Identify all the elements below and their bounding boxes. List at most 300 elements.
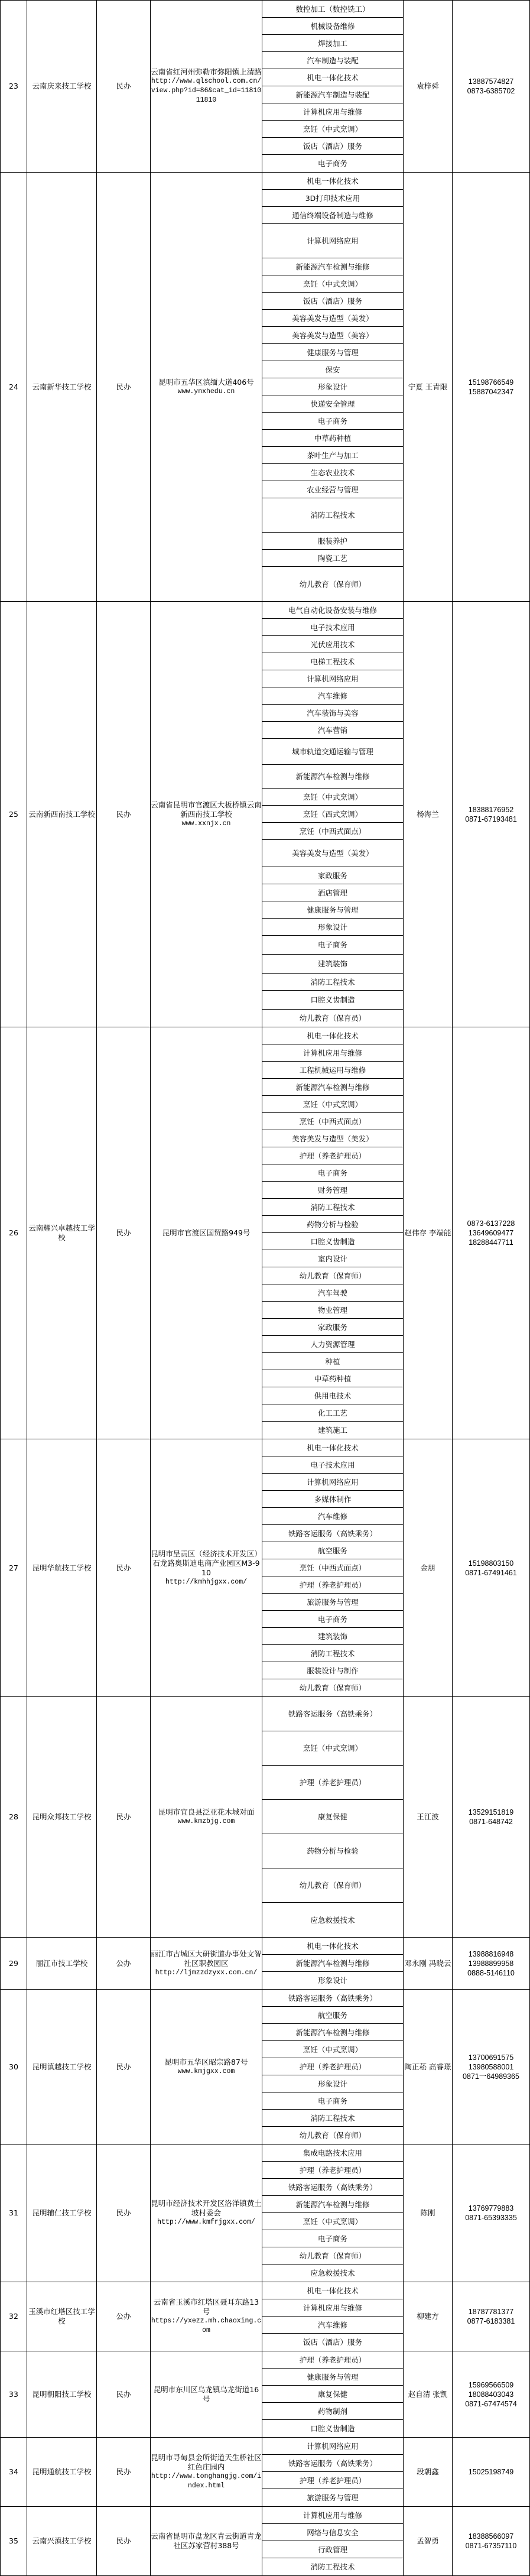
program-item: 饭店（酒店）服务	[262, 138, 403, 155]
program-list-cell	[262, 2351, 404, 2438]
program-item: 烹饪（西式烹调）	[262, 806, 403, 823]
contact-phones	[453, 1, 530, 173]
phone-number: 0871-67491461	[465, 1568, 517, 1577]
phone-number: 18388566097	[468, 2532, 514, 2541]
program-item: 口腔义齿制造	[310, 2424, 355, 2433]
school-type: 公办	[97, 2282, 151, 2351]
phone-number: 0871-648742	[469, 1818, 513, 1826]
school-name: 昆明滇越技工学校	[27, 1990, 97, 2144]
program-item: 财务管理	[262, 1182, 403, 1199]
program-item: 电气自动化设备安装与维修	[262, 602, 403, 619]
program-list-cell	[262, 1990, 404, 2144]
program-item: 铁路客运服务（高铁乘务）	[262, 2455, 403, 2472]
table-row	[1, 1439, 530, 1697]
program-item: 通信终端设备制造与维修	[262, 207, 403, 224]
table-row	[1, 1990, 530, 2144]
program-item: 机械设备维修	[262, 18, 403, 35]
program-item: 电子技术应用	[262, 1456, 403, 1474]
program-list-cell	[262, 1697, 404, 1938]
phone-number: 0873-6385702	[467, 87, 515, 95]
program-item: 集成电路技术应用	[262, 2144, 403, 2162]
program-item: 烹饪（中西式面点）	[262, 823, 403, 840]
program-item: 电子商务	[317, 159, 347, 168]
program-item: 电梯工程技术	[262, 653, 403, 670]
program-item: 行政管理	[262, 2541, 403, 2558]
program-list	[262, 2351, 403, 2437]
school-type: 公办	[97, 1938, 151, 1990]
school-address: 昆明市呈贡区（经济技术开发区）石龙路奥斯迪电商产业园区M3-910	[151, 1549, 262, 1577]
table-row	[1, 2282, 530, 2351]
program-item: 康复保健	[262, 1800, 403, 1834]
program-item: 应急救援技术	[310, 2269, 355, 2277]
program-list-cell	[262, 602, 404, 1027]
program-item: 烹饪（中式烹调）	[262, 1096, 403, 1113]
program-item: 光伏应用技术	[262, 636, 403, 653]
row-number: 24	[1, 173, 27, 602]
school-address-cell	[151, 173, 262, 602]
program-item: 消防工程技术	[262, 498, 403, 533]
program-item: 烹饪（中式烹调）	[262, 275, 403, 293]
school-website-link[interactable]: www.xxnjx.cn	[181, 819, 231, 828]
phone-number: 13988899958	[468, 1959, 514, 1968]
school-website-link[interactable]: http://kmhhjgxx.com/	[165, 1578, 248, 1586]
row-number: 30	[1, 1990, 27, 2144]
program-item: 烹饪（中式烹调）	[262, 2041, 403, 2058]
program-item: 美容美发与造型（美发）	[262, 310, 403, 327]
program-item: 电子商务	[262, 2230, 403, 2247]
program-list	[262, 1990, 403, 2144]
program-item: 汽车维修	[262, 1508, 403, 1525]
program-item: 新能源汽车制造与装配	[262, 86, 403, 103]
contact-phones	[453, 173, 530, 602]
contact-person: 宁夏 王青限	[404, 173, 453, 602]
row-number: 29	[1, 1938, 27, 1990]
program-list	[262, 2507, 403, 2575]
table-row	[1, 2507, 530, 2576]
program-item: 机电一体化技术	[262, 69, 403, 86]
school-name: 昆明朝阳技工学校	[27, 2351, 97, 2438]
school-name: 昆明辅仁技工学校	[27, 2144, 97, 2282]
program-item: 酒店管理	[262, 884, 403, 901]
program-item: 护理（养老护理员）	[262, 1766, 403, 1800]
program-item: 新能源汽车检测与维修	[262, 2196, 403, 2213]
program-item: 旅游服务与管理	[307, 2493, 359, 2502]
table-row	[1, 2144, 530, 2282]
phone-number: 13649609477	[468, 1229, 514, 1237]
contact-phones	[453, 2507, 530, 2576]
program-item: 形象设计	[317, 1976, 347, 1985]
school-type: 民办	[97, 2351, 151, 2438]
program-item: 新能源汽车检测与维修	[262, 258, 403, 275]
program-item: 建筑施工	[317, 1426, 347, 1435]
school-address-cell	[151, 1, 262, 173]
contact-person: 陶正菘 高睿璟	[404, 1990, 453, 2144]
program-item: 城市轨道交通运输与管理	[262, 739, 403, 765]
phone-number: 13988816948	[468, 1949, 514, 1958]
table-row	[1, 1697, 530, 1938]
program-item: 供用电技术	[262, 1387, 403, 1404]
program-item: 汽车制造与装配	[262, 52, 403, 69]
phone-number: 15198803150	[468, 1559, 514, 1568]
phone-number: 0871-67357110	[465, 2542, 517, 2550]
program-item: 建筑装饰	[262, 1628, 403, 1645]
program-item: 计算机网络应用	[262, 224, 403, 258]
school-address: 昆明市寻甸县金所街道天生桥社区红色庄园内	[151, 2453, 262, 2471]
program-list-cell	[262, 2438, 404, 2507]
contact-person: 王江波	[404, 1697, 453, 1938]
phone-number: 0888-5146110	[467, 1968, 515, 1977]
program-item: 机电一体化技术	[262, 173, 403, 190]
program-item: 消防工程技术	[262, 1199, 403, 1216]
program-item: 饭店（酒店）服务	[303, 2338, 362, 2347]
program-item: 人力资源管理	[262, 1336, 403, 1353]
program-item: 应急救援技术	[310, 1915, 355, 1925]
contact-person: 邓永刚 冯晓云	[404, 1938, 453, 1990]
program-item: 铁路客运服务（高铁乘务）	[262, 1525, 403, 1542]
school-address-cell	[151, 1990, 262, 2144]
school-type: 民办	[97, 1697, 151, 1938]
row-number: 28	[1, 1697, 27, 1938]
program-item: 消防工程技术	[310, 2562, 355, 2571]
program-item: 汽车营销	[262, 722, 403, 739]
program-item: 电子商务	[262, 1164, 403, 1182]
program-item: 幼儿教育（保育员）	[299, 1014, 366, 1023]
school-website-link[interactable]: www.kmzbjg.com	[177, 1818, 235, 1825]
school-type: 民办	[97, 1027, 151, 1439]
contact-person: 陈刚	[404, 2144, 453, 2282]
program-item: 幼儿教育（保育师）	[262, 1868, 403, 1903]
program-list	[262, 2144, 403, 2282]
program-item: 家政服务	[262, 1319, 403, 1336]
school-address: 云南省昆明市盘龙区青云街道青龙社区苏家营村388号	[151, 2532, 262, 2550]
contact-person: 赵自清 张凯	[404, 2351, 453, 2438]
contact-person: 金朋	[404, 1439, 453, 1697]
phone-number: 13529151819	[468, 1808, 514, 1816]
program-item: 新能源汽车检测与维修	[262, 1955, 403, 1972]
school-name: 云南庆来技工学校	[27, 1, 97, 173]
contact-person: 孟智勇	[404, 2507, 453, 2576]
school-address: 昆明市东川区乌龙镇乌龙街道16号	[153, 2384, 259, 2403]
program-item: 护理（养老护理员）	[262, 2058, 403, 2075]
school-address-cell	[151, 1439, 262, 1697]
phone-number: 0871-65393335	[465, 2214, 517, 2222]
program-list-cell	[262, 1938, 404, 1990]
program-item: 新能源汽车检测与维修	[262, 765, 403, 789]
contact-phones	[453, 2351, 530, 2438]
school-address: 丽江市古城区大研街道办事处文智社区职教园区	[151, 1949, 262, 1968]
school-type: 民办	[97, 2144, 151, 2282]
school-website-link[interactable]: http://www.qlschool.com.cn/view.php?id=86&cat_id=1181011810	[151, 77, 262, 104]
phone-number: 0877-6183381	[467, 2317, 515, 2325]
school-name: 云南新华技工学校	[27, 173, 97, 602]
school-website-link[interactable]: https://yxezz.mh.chaoxing.com	[151, 2317, 262, 2334]
program-item: 计算机应用与维修	[262, 103, 403, 121]
program-item: 护理（养老护理员）	[262, 2162, 403, 2179]
contact-person: 赵伟存 李端能	[404, 1027, 453, 1439]
program-item: 物业管理	[262, 1302, 403, 1319]
phone-number: 18088403043	[468, 2390, 514, 2399]
program-item: 家政服务	[262, 867, 403, 884]
program-item: 烹饪（中式烹调）	[262, 2213, 403, 2230]
program-item: 汽车装饰与美容	[262, 705, 403, 722]
row-number: 34	[1, 2438, 27, 2507]
program-item: 药物分析与检验	[262, 1834, 403, 1868]
phone-number: 18388176952	[468, 805, 514, 814]
program-list	[262, 1027, 403, 1439]
program-item: 幼儿教育（保育师）	[299, 2131, 366, 2140]
program-item: 种植	[262, 1353, 403, 1370]
program-item: 烹饪（中式烹调）	[262, 1731, 403, 1766]
school-type: 民办	[97, 2438, 151, 2507]
program-item: 幼儿教育（保育师）	[262, 1267, 403, 1284]
program-item: 计算机应用与维修	[262, 2299, 403, 2317]
row-number: 35	[1, 2507, 27, 2576]
school-name: 云南耀兴卓越技工学校	[27, 1027, 97, 1439]
program-list	[262, 2282, 403, 2351]
program-item: 健康服务与管理	[262, 901, 403, 919]
school-address-cell	[151, 602, 262, 1027]
program-item: 化工工艺	[262, 1404, 403, 1422]
row-number: 31	[1, 2144, 27, 2282]
program-item: 药物制剂	[262, 2403, 403, 2420]
contact-person: 袁梓舜	[404, 1, 453, 173]
program-item: 幼儿教育（保育师）	[262, 2247, 403, 2264]
school-name: 丽江市技工学校	[27, 1938, 97, 1990]
contact-phones	[453, 602, 530, 1027]
program-item: 电子商务	[262, 2092, 403, 2110]
school-type: 民办	[97, 173, 151, 602]
program-list-cell	[262, 1, 404, 173]
program-item: 机电一体化技术	[262, 1938, 403, 1955]
program-item: 焊接加工	[262, 35, 403, 52]
program-list	[262, 1, 403, 172]
school-address-cell	[151, 2351, 262, 2438]
program-item: 建筑装饰	[262, 955, 403, 974]
program-item: 健康服务与管理	[262, 2369, 403, 2386]
table-row	[1, 2438, 530, 2507]
program-item: 航空服务	[262, 1542, 403, 1559]
school-website-link[interactable]: http://www.kmfrjgxx.com/	[157, 2218, 255, 2226]
program-item: 饭店（酒店）服务	[262, 293, 403, 310]
table-row	[1, 1027, 530, 1439]
school-address-cell	[151, 2282, 262, 2351]
school-name: 玉溪市红塔区技工学校	[27, 2282, 97, 2351]
program-item: 服装设计与制作	[262, 1662, 403, 1679]
table-row	[1, 1, 530, 173]
program-item: 烹饪（中式烹调）	[262, 789, 403, 806]
contact-phones	[453, 2438, 530, 2507]
school-address-cell	[151, 2507, 262, 2576]
program-item: 护理（养老护理员）	[262, 1147, 403, 1164]
school-website-link[interactable]: www.ynxhedu.cn	[177, 387, 235, 395]
program-item: 机电一体化技术	[262, 1027, 403, 1044]
program-list-cell	[262, 1027, 404, 1439]
program-item: 服装养护	[262, 533, 403, 550]
school-address-cell	[151, 1938, 262, 1990]
program-item: 形象设计	[262, 378, 403, 395]
school-website-link[interactable]: http://ljmzzdzyxx.com.cn/	[155, 1968, 258, 1977]
phone-number: 18288447711	[469, 1238, 513, 1247]
school-address: 昆明市经济技术开发区洛洋镇黄土坡村委会	[151, 2199, 262, 2217]
school-name: 昆明众邦技工学校	[27, 1697, 97, 1938]
school-address: 云南省昆明市官渡区大板桥镇云南新西南技工学校	[151, 800, 262, 819]
program-item: 电子商务	[262, 413, 403, 430]
row-number: 33	[1, 2351, 27, 2438]
contact-person: 杨海兰	[404, 602, 453, 1027]
program-item: 美容美发与造型（美发）	[262, 1130, 403, 1147]
school-address-cell	[151, 1697, 262, 1938]
program-item: 药物分析与检验	[262, 1216, 403, 1233]
school-type: 民办	[97, 1439, 151, 1697]
school-address-cell	[151, 2438, 262, 2507]
program-item: 旅游服务与管理	[262, 1594, 403, 1611]
school-type: 民办	[97, 1990, 151, 2144]
table-row	[1, 173, 530, 602]
program-item: 健康服务与管理	[262, 344, 403, 361]
phone-number: 13980588001	[468, 2062, 514, 2071]
contact-person: 柳建方	[404, 2282, 453, 2351]
program-item: 机电一体化技术	[262, 2282, 403, 2299]
program-item: 计算机应用与维修	[262, 2507, 403, 2524]
program-item: 铁路客运服务（高铁乘务）	[262, 1697, 403, 1731]
program-list	[262, 173, 403, 601]
school-address-cell	[151, 1027, 262, 1439]
program-item: 农业经营与管理	[262, 481, 403, 498]
program-item: 美容美发与造型（美容）	[262, 327, 403, 344]
contact-person: 段朝鑫	[404, 2438, 453, 2507]
contact-phones	[453, 1990, 530, 2144]
program-list-cell	[262, 2282, 404, 2351]
contact-phones	[453, 2282, 530, 2351]
program-item: 消防工程技术	[262, 2110, 403, 2127]
program-item: 形象设计	[262, 919, 403, 936]
program-item: 护理（养老护理员）	[262, 2351, 403, 2369]
phone-number: 0871一64989365	[463, 2072, 519, 2081]
phone-number: 13700691575	[468, 2053, 514, 2062]
school-address: 昆明市宜良县泛亚花木城对面	[158, 1808, 255, 1816]
school-address: 昆明市官渡区国贸路949号	[162, 1228, 251, 1237]
school-type: 民办	[97, 2507, 151, 2576]
program-item: 烹饪（中西式面点）	[262, 1113, 403, 1130]
school-type: 民办	[97, 1, 151, 173]
phone-number: 13769779883	[468, 2204, 514, 2212]
school-name: 云南新西南技工学校	[27, 602, 97, 1027]
school-type: 民办	[97, 602, 151, 1027]
contact-phones	[453, 2144, 530, 2282]
program-item: 消防工程技术	[262, 974, 403, 991]
row-number: 25	[1, 602, 27, 1027]
program-list	[262, 1697, 403, 1937]
program-item: 新能源汽车检测与维修	[262, 1079, 403, 1096]
row-number: 27	[1, 1439, 27, 1697]
program-item: 美容美发与造型（美发）	[262, 840, 403, 867]
program-item: 电子技术应用	[262, 619, 403, 636]
school-name: 昆明华航技工学校	[27, 1439, 97, 1697]
program-item: 航空服务	[262, 2007, 403, 2024]
phone-number: 18787781377	[468, 2308, 514, 2316]
schools-table-body	[1, 1, 530, 2576]
program-list-cell	[262, 173, 404, 602]
program-item: 茶叶生产与加工	[262, 447, 403, 464]
program-item: 保安	[262, 361, 403, 378]
program-item: 计算机网络应用	[262, 2438, 403, 2455]
program-list	[262, 2438, 403, 2506]
phone-number: 0871-67474574	[465, 2399, 517, 2408]
program-item: 计算机网络应用	[262, 1474, 403, 1491]
row-number: 26	[1, 1027, 27, 1439]
program-item: 数控加工（数控铣工）	[262, 1, 403, 18]
school-address: 云南省红河州弥勒市弥阳镇上清路	[151, 67, 262, 76]
program-item: 生态农业技术	[262, 464, 403, 481]
program-item: 快递安全管理	[262, 395, 403, 413]
program-item: 护理（养老护理员）	[262, 1576, 403, 1594]
phone-number: 0871-67193481	[465, 815, 517, 823]
program-item: 烹饪（中式烹调）	[262, 121, 403, 138]
program-item: 陶瓷工艺	[262, 550, 403, 567]
school-address: 云南省玉溪市红塔区聂耳东路13号	[153, 2298, 259, 2316]
program-item: 电子商务	[262, 936, 403, 955]
school-address: 昆明市五华区滇缅大道406号	[158, 377, 254, 387]
row-number: 32	[1, 2282, 27, 2351]
phone-number: 15198766549	[468, 378, 514, 387]
school-name: 云南兴滇技工学校	[27, 2507, 97, 2576]
program-item: 康复保健	[262, 2386, 403, 2403]
phone-number: 0873-6137228	[467, 1219, 515, 1228]
program-item: 电子商务	[262, 1611, 403, 1628]
program-item: 汽车驾驶	[262, 1284, 403, 1302]
program-item: 机电一体化技术	[262, 1439, 403, 1456]
program-item: 中草药种植	[262, 1370, 403, 1387]
school-address-cell	[151, 2144, 262, 2282]
program-item: 消防工程技术	[262, 1645, 403, 1662]
program-item: 汽车维修	[262, 2317, 403, 2334]
program-item: 新能源汽车检测与维修	[262, 2024, 403, 2041]
program-item: 计算机应用与维修	[262, 1044, 403, 1062]
program-list	[262, 602, 403, 1027]
program-item: 汽车维修	[262, 687, 403, 705]
school-name: 昆明通航技工学校	[27, 2438, 97, 2507]
program-list	[262, 1938, 403, 1989]
program-item: 计算机网络应用	[262, 670, 403, 687]
program-list-cell	[262, 2507, 404, 2576]
program-list-cell	[262, 2144, 404, 2282]
contact-phones	[453, 1439, 530, 1697]
program-list	[262, 1439, 403, 1696]
school-website-link[interactable]: http://www.tonghangjg.com/index.html	[151, 2473, 262, 2490]
row-number: 23	[1, 1, 27, 173]
contact-phones	[453, 1027, 530, 1439]
contact-phones	[453, 1697, 530, 1938]
contact-phones	[453, 1938, 530, 1990]
program-item: 3D打印技术应用	[262, 190, 403, 207]
program-item: 室内设计	[262, 1250, 403, 1267]
phone-number: 15969566509	[468, 2380, 514, 2389]
program-item: 网络与信息安全	[262, 2524, 403, 2541]
program-item: 烹饪（中西式面点）	[262, 1559, 403, 1576]
program-item: 护理（养老护理员）	[262, 2472, 403, 2489]
table-row	[1, 1938, 530, 1990]
program-item: 铁路客运服务（高铁乘务）	[262, 2179, 403, 2196]
school-website-link[interactable]: www.kmjgxx.com	[177, 2067, 235, 2075]
program-item: 工程机械运用与维修	[262, 1062, 403, 1079]
program-item: 幼儿教育（保育师）	[299, 579, 366, 589]
program-item: 口腔义齿制造	[262, 991, 403, 1010]
school-address: 昆明市五华区昭宗路87号	[164, 2057, 248, 2066]
program-item: 铁路客运服务（高铁乘务）	[262, 1990, 403, 2007]
phone-number: 13887574827	[468, 77, 514, 86]
table-row	[1, 2351, 530, 2438]
program-item: 中草药种植	[262, 430, 403, 447]
